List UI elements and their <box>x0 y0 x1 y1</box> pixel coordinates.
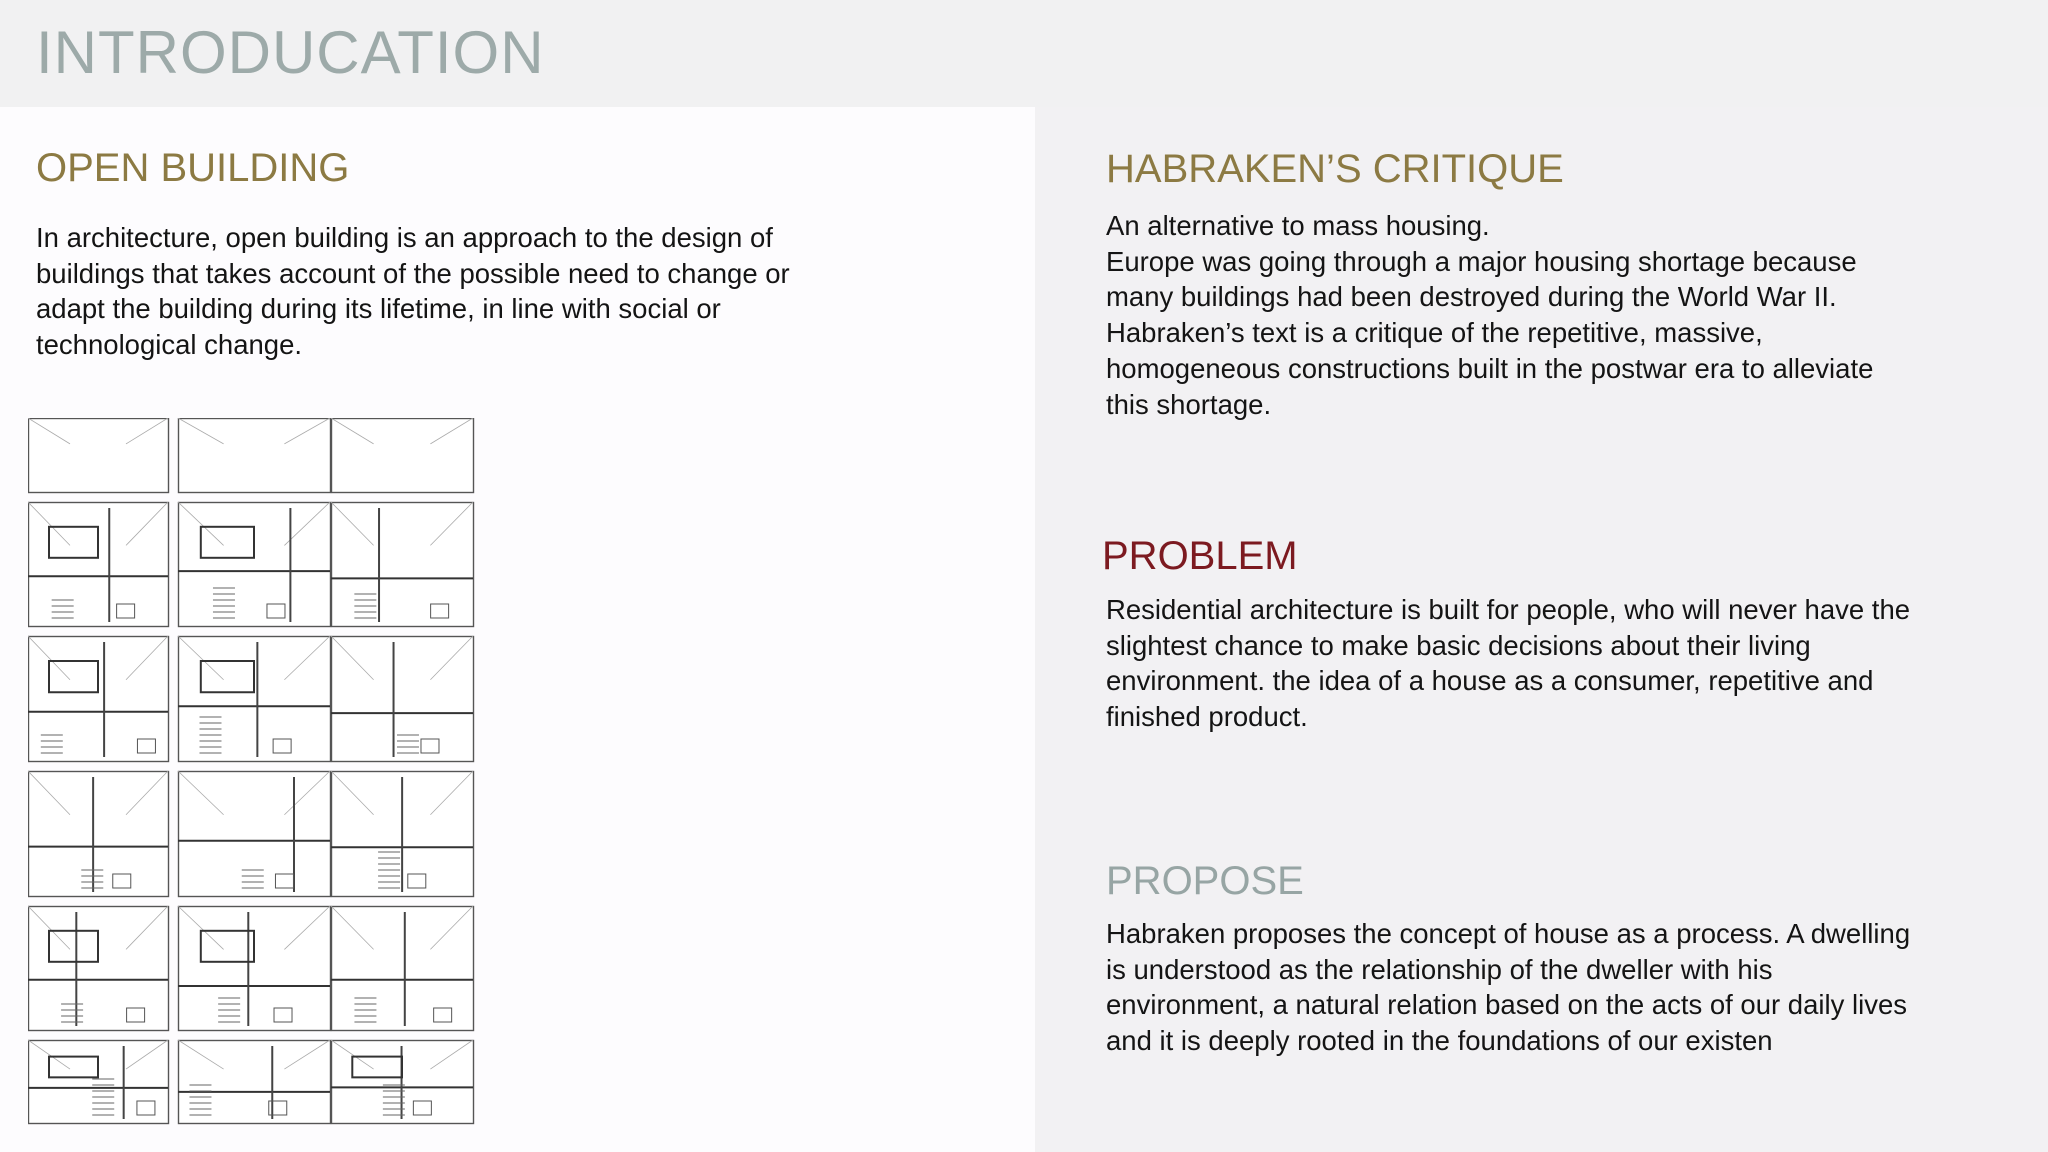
propose-line: is understood as the relationship of the dweller with his <box>1106 953 1773 985</box>
critique-line: this shortage. <box>1106 388 1272 420</box>
drawing-panel <box>179 1041 331 1124</box>
drawing-panel <box>332 907 474 1031</box>
drawing-panel <box>29 503 169 627</box>
critique-line: many buildings had been destroyed during the World War II. <box>1106 281 1837 313</box>
open-building-line: technological change. <box>36 329 303 361</box>
drawing-panel <box>29 772 169 897</box>
problem-line: environment. the idea of a house as a consumer, repetitive and <box>1106 665 1874 697</box>
open-building-line: In architecture, open building is an approach to the design of <box>36 222 773 253</box>
drawing-panel <box>29 637 169 762</box>
sectional-drawings-figure <box>28 418 480 1128</box>
problem-line: Residential architecture is built for people, who will never have the <box>1106 594 1911 625</box>
drawing-panel <box>332 637 474 762</box>
critique-text <box>1106 208 1873 422</box>
problem-heading: PROBLEM <box>1102 534 1298 578</box>
propose-heading: PROPOSE <box>1106 859 1304 903</box>
open-building-text <box>36 220 790 363</box>
open-building-line: adapt the building during its lifetime, in line with social or <box>36 293 721 325</box>
open-building-line: buildings that takes account of the possible need to change or <box>36 257 790 289</box>
sectional-drawings-svg <box>28 418 480 1128</box>
propose-line: and it is deeply rooted in the foundations of our existen <box>1106 1025 1773 1057</box>
critique-heading: HABRAKEN’S CRITIQUE <box>1106 147 1564 191</box>
problem-line: finished product. <box>1106 701 1308 733</box>
drawing-panel <box>179 419 331 493</box>
critique-line: Habraken’s text is a critique of the repetitive, massive, <box>1106 317 1763 349</box>
title-bar <box>0 0 2048 107</box>
drawing-panel <box>332 419 474 493</box>
propose-line: Habraken proposes the concept of house as a process. A dwelling <box>1106 918 1911 949</box>
propose-text <box>1106 916 1910 1059</box>
drawing-panel <box>179 637 331 762</box>
propose-line: environment, a natural relation based on the acts of our daily lives <box>1106 989 1908 1021</box>
critique-line: An alternative to mass housing. <box>1106 210 1490 241</box>
drawing-panel <box>29 419 169 493</box>
drawing-panel <box>179 907 331 1031</box>
drawing-panel <box>179 772 331 897</box>
problem-text <box>1106 592 1910 735</box>
critique-line: Europe was going through a major housing shortage because <box>1106 245 1857 277</box>
drawing-panel <box>29 1041 169 1124</box>
problem-line: slightest chance to make basic decisions about their living <box>1106 629 1811 661</box>
drawing-panel <box>179 503 331 627</box>
drawing-panel <box>29 907 169 1031</box>
critique-line: homogeneous constructions built in the postwar era to alleviate <box>1106 352 1874 384</box>
drawing-panel <box>332 503 474 627</box>
open-building-heading: OPEN BUILDING <box>36 146 350 190</box>
page-title: INTRODUCATION <box>36 19 545 86</box>
